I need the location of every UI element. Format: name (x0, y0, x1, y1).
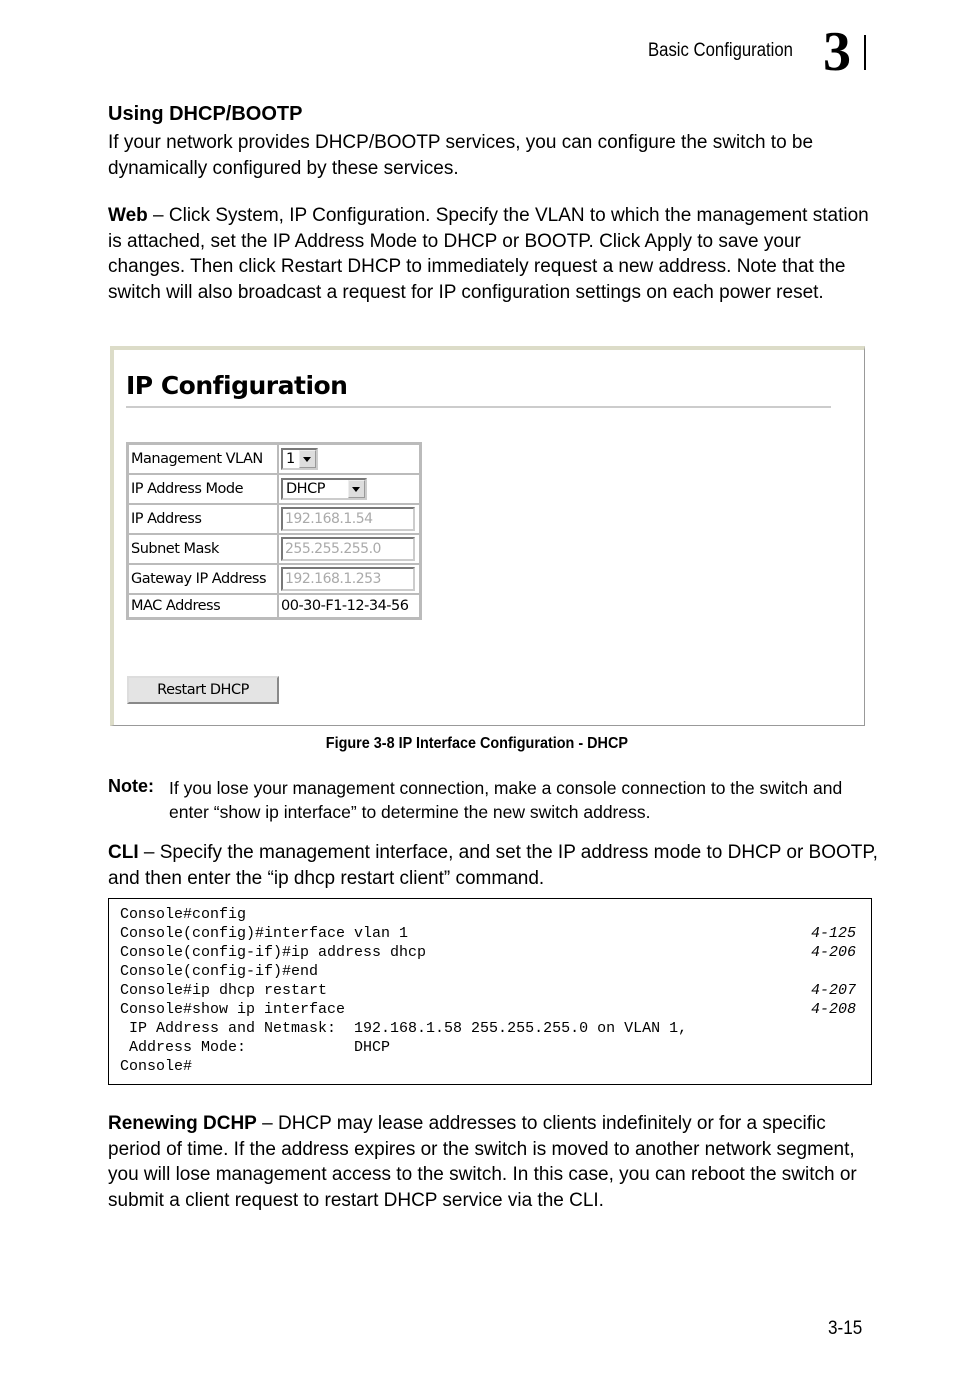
renewing-text: – DHCP may lease addresses to clients indefinitely or for a specific period of time. If the address expires or the switch is moved to another network segment, you will lose management access to the switch. In this case, you can reboot the switch or submit a client request to restart DHCP service via the CLI. (108, 1113, 857, 1211)
code-line: Console(config)#interface vlan 1 (120, 925, 409, 942)
code-line: Console#ip dhcp restart (120, 982, 328, 999)
vlan-select[interactable] (281, 448, 318, 470)
figure-caption (0, 735, 954, 753)
code-line: Console#config (120, 906, 247, 923)
mode-label: IP Address Mode (128, 474, 278, 504)
vlan-value: 1 (286, 451, 295, 467)
code-line: Console#show ip interface (120, 1001, 346, 1018)
mac-label: MAC Address (128, 594, 278, 618)
code-line: Console(config-if)#ip address dhcp (120, 944, 427, 961)
screenshot-title: IP Configuration (126, 371, 348, 400)
chapter-number: 3 (823, 21, 851, 83)
form-row-mac (128, 594, 420, 618)
web-text: – Click System, IP Configuration. Specify the VLAN to which the management station is attached, set the IP Address Mode to DHCP or BOOTP. Click Apply to save your changes. Then click Restart DHCP to immediately request a new address. Note that the switch will also broadcast a request for IP configuration settings on each power reset. (108, 205, 869, 303)
mode-select[interactable] (281, 478, 367, 500)
code-reference: 4-208 (810, 1001, 856, 1018)
form-row-mode (128, 474, 420, 504)
cli-code-block (108, 898, 872, 1085)
figure-caption-text: Figure 3-8 IP Interface Configuration - DHCP (325, 735, 629, 752)
section-title: Using DHCP/BOOTP (108, 103, 303, 125)
page-number: 3-15 (828, 1318, 863, 1339)
renewing-paragraph (108, 1111, 878, 1213)
cli-paragraph (108, 840, 878, 891)
mac-value: 00-30-F1-12-34-56 (278, 594, 420, 618)
web-paragraph (108, 203, 878, 305)
code-line: IP Address and Netmask: 192.168.1.58 255.255.255.0 on VLAN 1, (120, 1020, 688, 1037)
intro-paragraph: If your network provides DHCP/BOOTP services, you can configure the switch to be dynamically configured by these services. (108, 132, 814, 179)
cli-text: – Specify the management interface, and set the IP address mode to DHCP or BOOTP, and then enter the “ip dhcp restart client” command. (108, 842, 878, 889)
restart-dhcp-button[interactable]: Restart DHCP (127, 676, 279, 704)
code-line: Console(config-if)#end (120, 963, 319, 980)
ip-label: IP Address (128, 504, 278, 534)
ip-config-form (126, 442, 422, 620)
note-label: Note: (108, 776, 154, 796)
web-label: Web (108, 205, 148, 226)
code-line: Address Mode: DHCP (120, 1039, 391, 1056)
title-rule (126, 406, 831, 408)
mask-input[interactable]: 255.255.255.0 (281, 537, 415, 561)
code-reference: 4-206 (810, 944, 856, 961)
code-reference: 4-125 (810, 925, 856, 942)
form-row-vlan (128, 444, 420, 474)
chapter-divider (864, 35, 866, 70)
code-line: Console# (120, 1058, 193, 1075)
gateway-label: Gateway IP Address (128, 564, 278, 594)
code-reference: 4-207 (810, 982, 856, 999)
note-text: If you lose your management connection, make a console connection to the switch and enter “show ip interface” to determine the new switch address. (169, 778, 843, 822)
renewing-label: Renewing DCHP (108, 1113, 257, 1134)
cli-label: CLI (108, 842, 139, 863)
form-row-gateway (128, 564, 420, 594)
form-row-ip (128, 504, 420, 534)
form-row-mask (128, 534, 420, 564)
mode-value: DHCP (286, 481, 325, 497)
ip-input[interactable]: 192.168.1.54 (281, 507, 415, 531)
dropdown-arrow-icon (348, 480, 365, 498)
vlan-label: Management VLAN (128, 444, 278, 474)
running-header: Basic Configuration (648, 40, 793, 61)
mask-label: Subnet Mask (128, 534, 278, 564)
dropdown-arrow-icon (299, 450, 316, 468)
gateway-input[interactable]: 192.168.1.253 (281, 567, 415, 591)
